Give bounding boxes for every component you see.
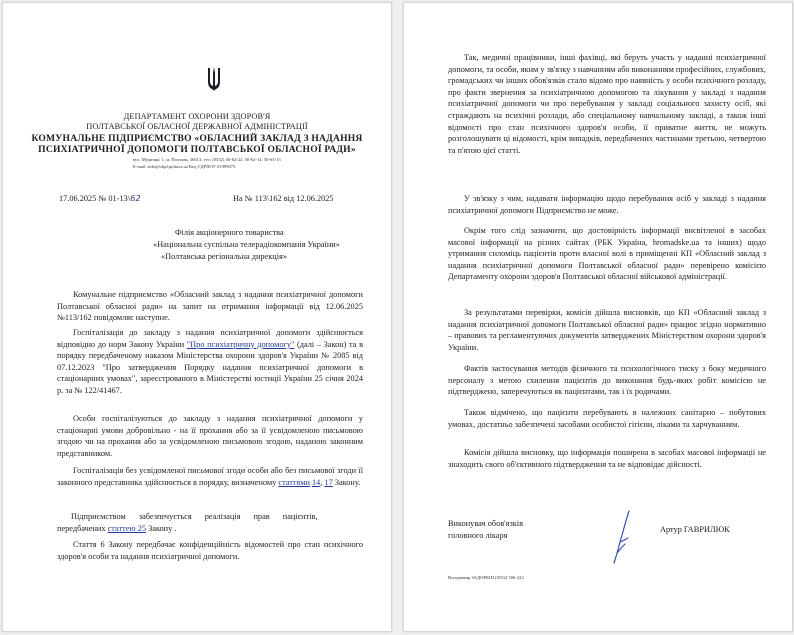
ukraine-trident-icon	[206, 65, 222, 92]
p2-text-end: (далі – Закон) та в порядку передбаченому наказом Міністерства охорони здоров'я України № 2085 від 07.12.2023 "Про затвердження Порядку надання психіатричної допомоги в стаціонарних умовах", зареєстрованого в Міністерстві юстиції України 25 січня 2024 р. за № 122/41467.	[57, 339, 363, 395]
paragraph-rights-line1: Підприємством забезпечується реалізація прав пацієнтів,	[71, 512, 318, 521]
paragraph-conclusion: Комісія дійшла висновку, що інформація поширена в засобах масової інформації не знаходить свого об'єктивного підтвердження та не відповідає дійсності.	[448, 448, 766, 469]
outgoing-reference	[59, 193, 141, 205]
paragraph-hospitalization-law	[57, 327, 363, 397]
articles-link[interactable]: статтями	[278, 477, 310, 487]
outgoing-number: 17.06.2025 № 01-13\	[59, 194, 131, 203]
paragraph-media-check: Окрім того слід зазначити, що достовірність інформації висвітленої в засобах масової інформації на різних сайтах (РБК Україна, hromadske.ua та інших) щодо утримання силоміць пацієнтів проти власної волі в приміщенні КП «Обласний заклад з надання психіатричної допомоги Полтавської обласної ради» перевірено комісією Департаменту охорони здоров'я Полтавської обласної військової адміністрації.	[448, 226, 766, 282]
paragraph-inspection-result: За результатами перевірки, комісія дійшла висновків, що КП «Обласний заклад з надання психіатричної допомоги Полтавської обласної ради» працює згідно нормативно – правових та регламентуючих документів затверджених Міністерством охорони здоров'я України.	[448, 308, 766, 352]
organization-name-line2: ПСИХІАТРИЧНОЇ ДОПОМОГИ ПОЛТАВСЬКОЇ ОБЛАСНОЇ РАДИ»	[38, 144, 356, 155]
paragraph-confidentiality: Стаття 6 Закону передбачає конфіденційність відомостей про стан психічного здоров'я особи та надання психіатричної допомоги.	[57, 540, 363, 561]
law-link[interactable]: "Про психіатричну допомогу"	[186, 339, 295, 349]
incoming-reference: На № 113\162 від 12.06.2025	[233, 194, 334, 203]
executor-footer: Володимир ЗАДОРКІН (0532) 506-222	[448, 575, 524, 580]
p2-text-start: Госпіталізація до закладу з надання психіатричної допомоги здійснюється відповідно до норм Закону України	[57, 328, 363, 349]
paragraph-no-pressure: Фактів застосування методів фізичного та психологічного тиску з боку медичного персоналу з метою схилення пацієнтів до виконання будь-яких робіт комісією не підтверджено, заперечуються як пацієнтами, так і їх родичами.	[448, 364, 766, 397]
handwritten-signature	[609, 508, 635, 566]
addressee-line3: «Полтавська регіональна дирекція»	[161, 252, 287, 261]
p5-text-end: Закону .	[146, 524, 177, 533]
article-14-link[interactable]: 14	[312, 477, 321, 487]
addressee-line1: Філія акціонерного товариства	[175, 228, 284, 237]
p5-text: передбачених	[57, 524, 108, 533]
paragraph-conditions: Також відмічено, що пацієнти перебувають в належних санітарно – побутових умовах, достатньо забезпечені засобами особистої гігієни, ліками та харчуванням.	[448, 408, 766, 429]
organization-email: E-mail: info@okpl.poltava.ua Код ЄДРПОУ 01999075	[133, 164, 236, 169]
organization-name-line1: КОМУНАЛЬНЕ ПІДПРИЄМСТВО «ОБЛАСНИЙ ЗАКЛАД З НАДАННЯ	[31, 133, 363, 144]
signatory-role-line1: Виконувач обов'язків	[448, 519, 524, 528]
letter-page-1	[2, 2, 392, 632]
department-name: ДЕПАРТАМЕНТ ОХОРОНИ ЗДОРОВ'Я	[123, 112, 271, 121]
outgoing-number-handwritten: 62	[130, 193, 141, 203]
paragraph-voluntary: Особи госпіталізуються до закладу з надання психіатричної допомоги у стаціонарні умови добровільно - на її прохання або за її усвідомленою письмовою згодою чи на прохання або за усвідомленою письмовою згодою, наданою законним представником.	[57, 414, 363, 458]
addressee-line2: «Національна суспільна телерадіокомпанія України»	[153, 240, 340, 249]
organization-address: вул. Медична, 1, м. Полтава, 36013, тел. (0532) 50-62-22, 50-62-14, 50-63-13	[133, 157, 281, 162]
paragraph-involuntary: Госпіталізація без усвідомленої письмової згоди особи або без письмової згоди її законного представника здійснюється в порядку, визначеному статтями 14, 17 Закону.	[57, 466, 363, 487]
signatory-role-line2: головного лікаря	[448, 531, 508, 540]
letter-page-2	[403, 2, 793, 632]
article-17-link[interactable]: 17	[324, 477, 333, 487]
paragraph-no-info: У зв'язку з чим, надавати інформацію щодо перебування осіб у закладі з надання психіатричної допомоги Підприємство не може.	[448, 194, 766, 215]
administration-name: ПОЛТАВСЬКОЇ ОБЛАСНОЇ ДЕРЖАВНОЇ АДМІНІСТРАЦІЇ	[86, 122, 308, 131]
paragraph-intro: Комунальне підприємство «Обласний заклад з надання психіатричної допомоги Полтавської обласної ради» на запит на отримання інформації від 12.06.2025 №113/162 повідомляє наступне.	[57, 290, 363, 323]
paragraph-rights-line2	[57, 523, 176, 535]
p4-text-end: Закону.	[332, 477, 361, 487]
signatory-name: Артур ГАВРИЛЮК	[660, 525, 730, 534]
article-25-link[interactable]: статтею 25	[107, 524, 146, 533]
paragraph-disclosure-prohibition: Так, медичні працівники, інші фахівці, які беруть участь у наданні психіатричної допомоги, та особи, яким у зв'язку з навчанням або виконанням професійних, службових, громадських чи інших обов'язків стало відомо про наявність у особи психічного розладу, про факти звернення за психіатричною допомогою та лікування у закладі з надання психіатричної допомоги чи про перебування у закладі соціального захисту осіб, які страждають на психічні розлади, або спеціальному навчальному закладі, а також інші відомості про стан психічного здоров'я особи, її приватне життя, не можуть розголошувати ці відомості, крім випадків, передбачених частинами третьою, четвертою та п'ятою цієї статті.	[448, 53, 766, 155]
p4-text: Госпіталізація без усвідомленої письмової згоди особи або без письмової згоди її законного представника здійснюється в порядку, визначеному	[57, 466, 363, 487]
